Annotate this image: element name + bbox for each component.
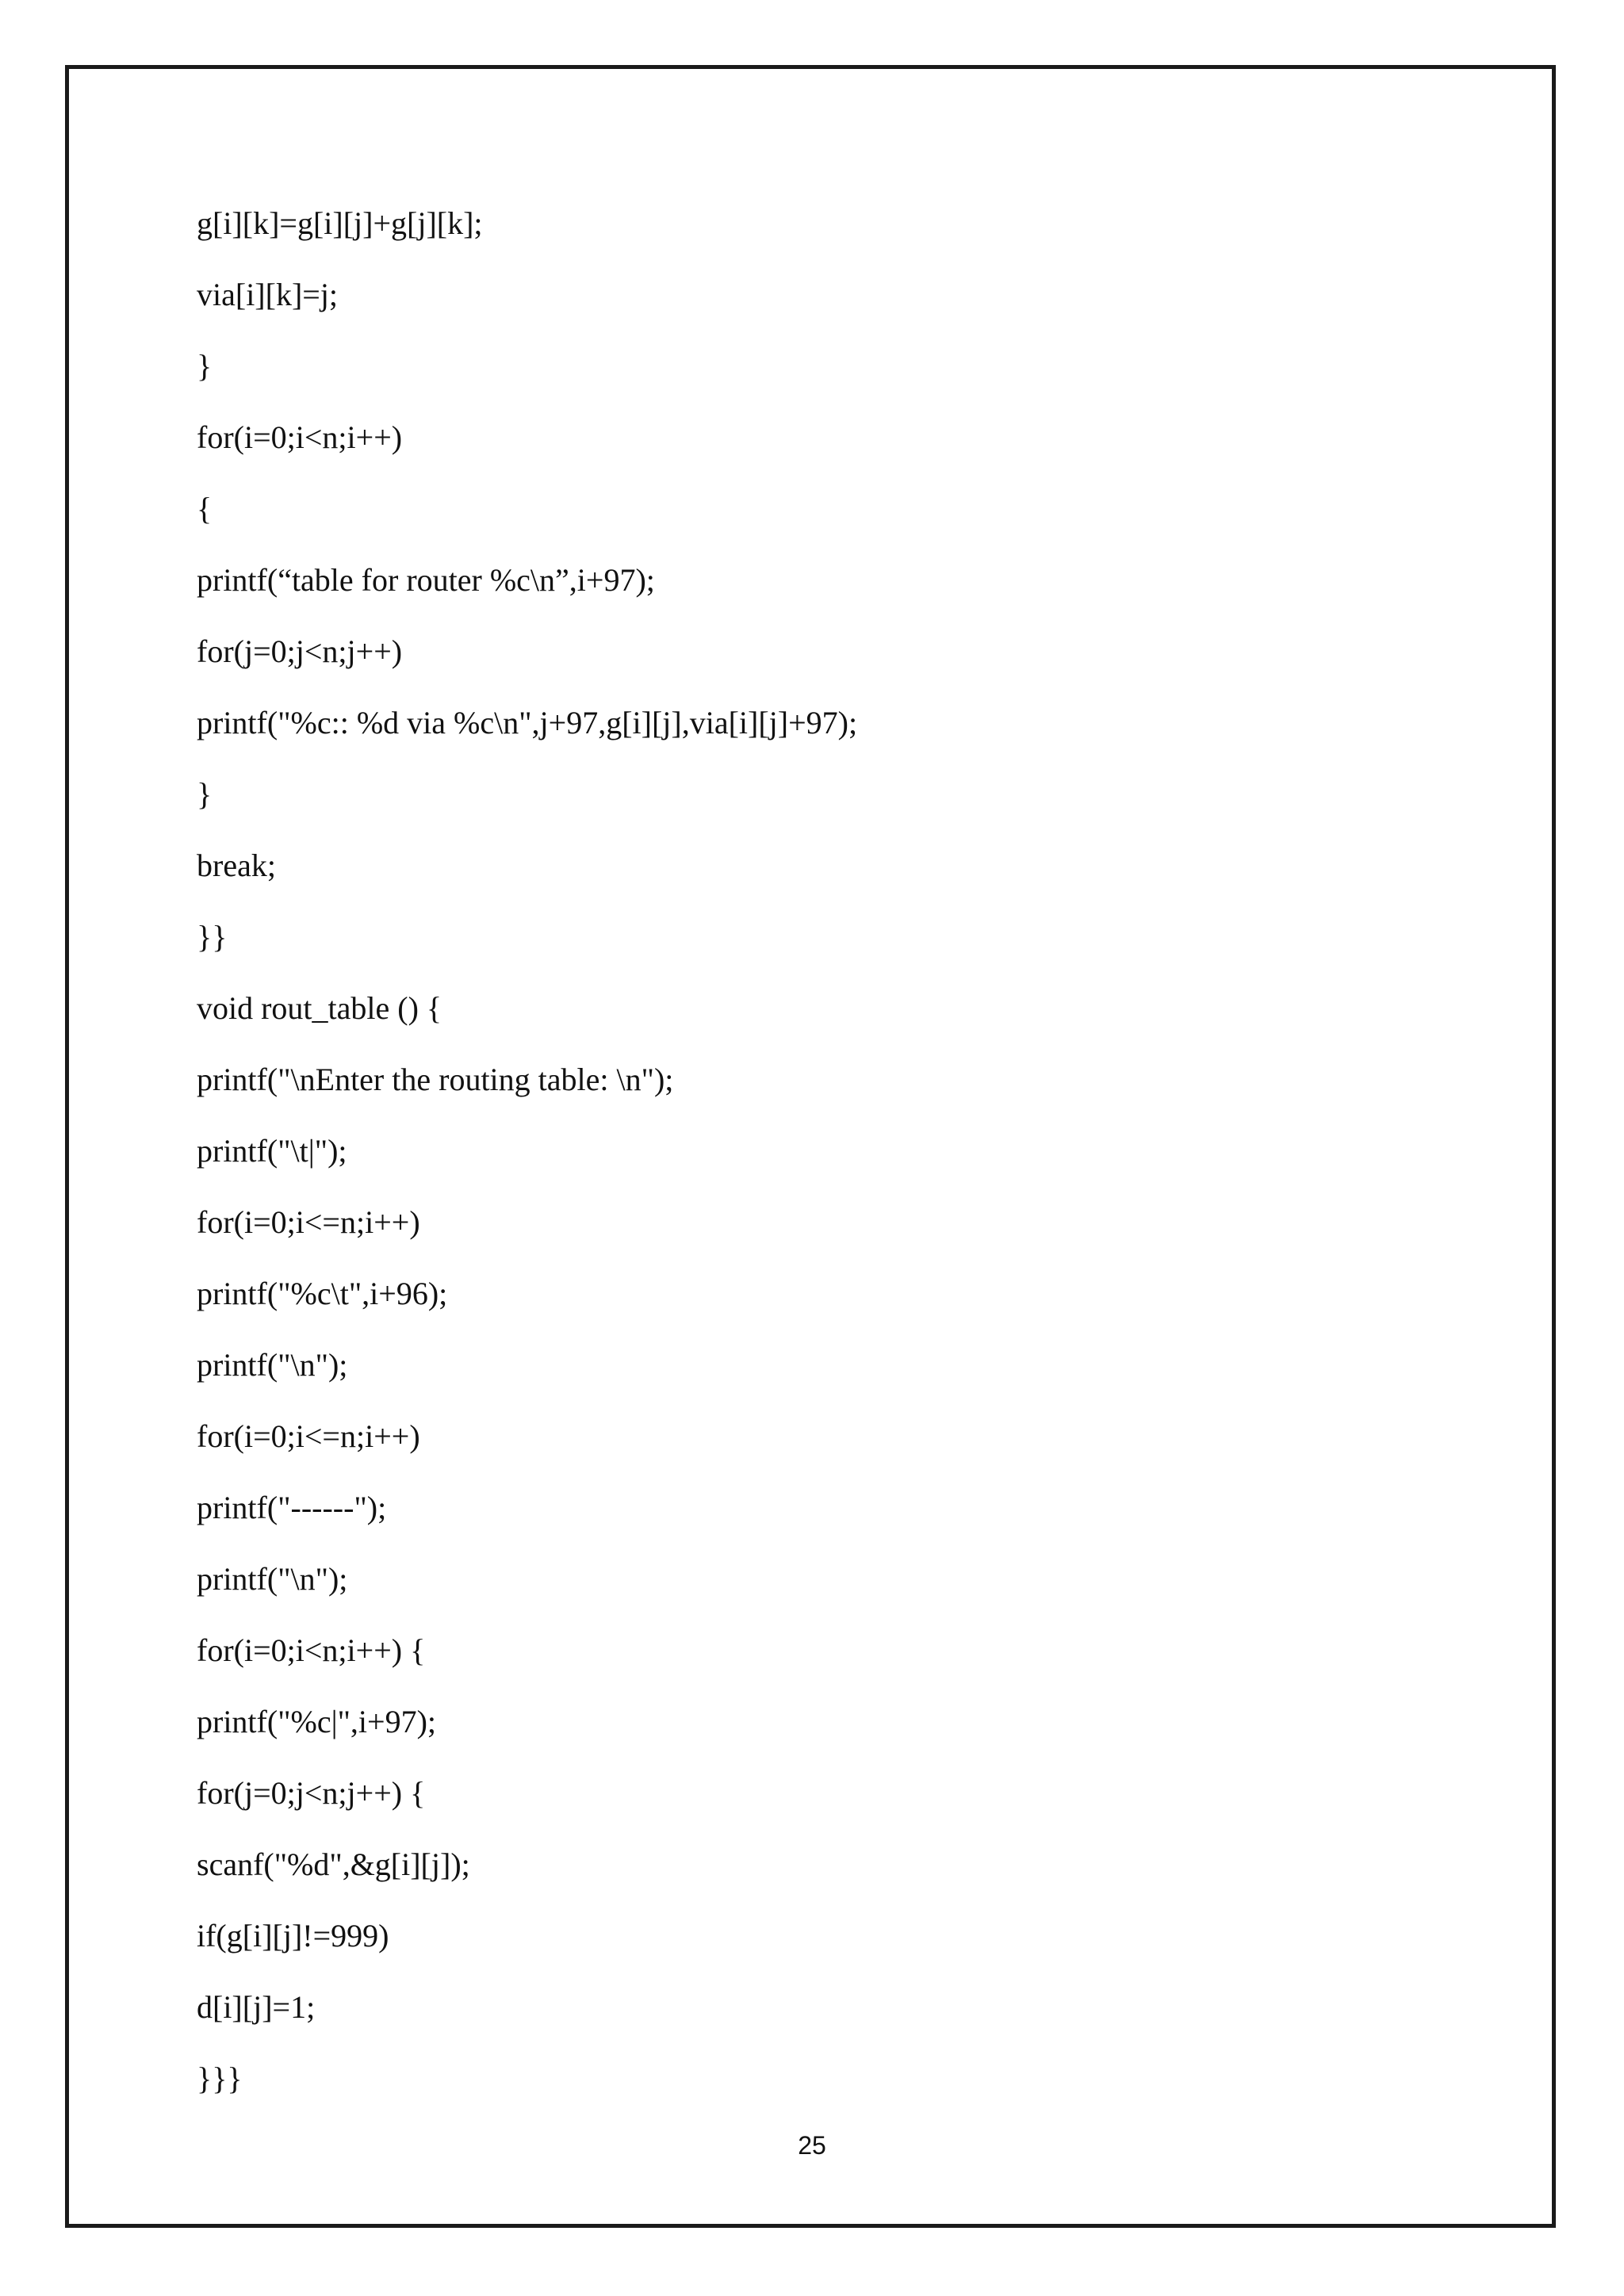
- code-line: printf("%c\t",i+96);: [197, 1276, 448, 1311]
- code-line: for(i=0;i<n;i++) {: [197, 1632, 426, 1668]
- code-line: printf("\t|");: [197, 1133, 347, 1169]
- code-line: d[i][j]=1;: [197, 1989, 316, 2025]
- code-line: printf("\n");: [197, 1347, 348, 1383]
- code-line: }: [197, 348, 213, 384]
- code-line: void rout_table () {: [197, 990, 442, 1026]
- code-line: for(j=0;j<n;j++): [197, 633, 403, 669]
- code-line: printf("\n");: [197, 1561, 348, 1597]
- code-line: scanf("%d",&g[i][j]);: [197, 1846, 470, 1882]
- page-number: 25: [798, 2131, 826, 2160]
- code-line: if(g[i][j]!=999): [197, 1918, 389, 1954]
- code-line: printf("%c|",i+97);: [197, 1704, 437, 1739]
- code-line: }: [197, 776, 213, 812]
- code-line: via[i][k]=j;: [197, 277, 339, 312]
- code-line: printf("------");: [197, 1490, 387, 1525]
- code-line: }}: [197, 919, 228, 955]
- code-line: g[i][k]=g[i][j]+g[j][k];: [197, 205, 483, 241]
- code-line: printf("\nEnter the routing table: \n");: [197, 1062, 674, 1097]
- code-line: for(i=0;i<n;i++): [197, 419, 403, 455]
- code-line: for(i=0;i<=n;i++): [197, 1418, 420, 1454]
- code-line: break;: [197, 848, 276, 883]
- code-line: printf(“table for router %c\n”,i+97);: [197, 562, 655, 598]
- code-line: }}}: [197, 2061, 243, 2096]
- code-line: printf("%c:: %d via %c\n",j+97,g[i][j],via[i][j]+97);: [197, 705, 858, 740]
- code-line: for(j=0;j<n;j++) {: [197, 1775, 426, 1811]
- code-line: {: [197, 491, 213, 526]
- code-line: for(i=0;i<=n;i++): [197, 1204, 420, 1240]
